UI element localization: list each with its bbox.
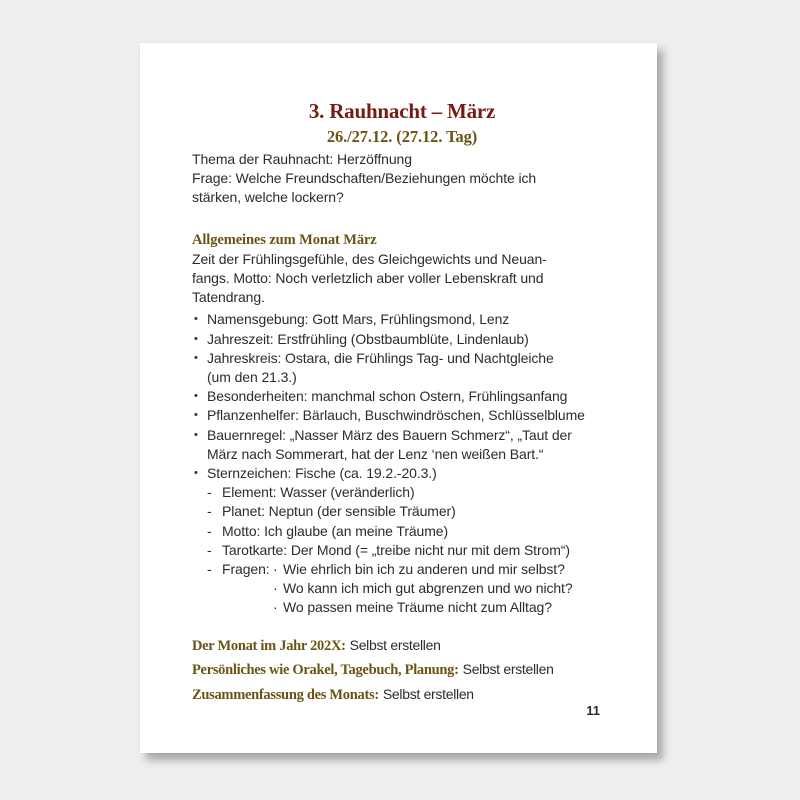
list-item-text: März nach Sommerart, hat der Lenz ‘nen weißen Bart.“ xyxy=(207,445,544,462)
dash-icon: - xyxy=(207,484,212,501)
dot-icon: · xyxy=(273,580,278,597)
intro-paragraph xyxy=(192,150,612,208)
dash-icon: - xyxy=(207,561,212,578)
sub-list-item xyxy=(207,541,612,560)
footer-entry xyxy=(192,660,612,680)
footer-label: Der Monat im Jahr 202X: xyxy=(192,637,346,654)
list-item-text: Jahreskreis: Ostara, die Frühlings Tag- und Nachtgleiche xyxy=(207,349,554,366)
footer-value: Selbst erstellen xyxy=(462,661,554,678)
question-text: Wo kann ich mich gut abgrenzen und wo nicht? xyxy=(283,580,573,597)
sub-list-item xyxy=(207,522,612,541)
dash-icon: - xyxy=(207,503,212,520)
question-list xyxy=(273,560,573,618)
list-item-text: Pflanzenhelfer: Bärlauch, Buschwindröschen, Schlüsselblume xyxy=(207,407,585,424)
bullet-icon: • xyxy=(194,428,198,441)
list-item-text: Jahreszeit: Erstfrühling (Obstbaumblüte, Lindenlaub) xyxy=(207,330,529,347)
footer-entry xyxy=(192,685,612,705)
list-item xyxy=(192,426,612,464)
sub-list-item xyxy=(207,483,612,502)
section-heading: Allgemeines zum Monat März xyxy=(192,231,377,248)
list-item xyxy=(192,387,612,406)
bullet-list xyxy=(192,310,612,617)
list-item xyxy=(192,310,612,329)
page-title: 3. Rauhnacht – März xyxy=(308,99,496,123)
question-line xyxy=(273,560,573,579)
bullet-icon: • xyxy=(194,351,198,364)
bullet-icon: • xyxy=(194,467,198,480)
page-subtitle: 26./27.12. (27.12. Tag) xyxy=(326,127,478,146)
footer-label: Zusammenfassung des Monats: xyxy=(192,687,379,704)
list-item-text: (um den 21.3.) xyxy=(207,369,297,386)
text-line: Tatendrang. xyxy=(192,289,265,306)
fragen-label: Fragen: xyxy=(222,561,270,578)
footer-entry xyxy=(192,636,612,656)
dash-icon: - xyxy=(207,522,212,539)
page-content xyxy=(140,43,657,705)
sub-list-item-fragen xyxy=(207,560,612,618)
list-item-text: Planet: Neptun (der sensible Träumer) xyxy=(222,503,456,520)
list-item-text: Tarotkarte: Der Mond (= „treibe nicht nur mit dem Strom“) xyxy=(222,541,570,558)
footer-value: Selbst erstellen xyxy=(382,686,474,703)
dot-icon: · xyxy=(273,561,278,578)
bullet-icon: • xyxy=(194,390,198,403)
list-item xyxy=(192,464,612,483)
section-paragraph xyxy=(192,250,612,308)
footer-entries xyxy=(192,636,612,706)
question-text: Wie ehrlich bin ich zu anderen und mir selbst? xyxy=(283,561,565,578)
list-item xyxy=(192,406,612,425)
list-item xyxy=(192,330,612,349)
question-line xyxy=(273,579,573,598)
list-item-text: Motto: Ich glaube (an meine Träume) xyxy=(222,522,449,539)
text-line: Frage: Welche Freundschaften/Beziehungen möchte ich xyxy=(192,170,537,187)
sub-list-item xyxy=(207,502,612,521)
list-item-text: Bauernregel: „Nasser März des Bauern Schmerz“, „Taut der xyxy=(207,426,572,443)
list-item-text: Namensgebung: Gott Mars, Frühlingsmond, Lenz xyxy=(207,311,510,328)
text-line: Zeit der Frühlingsgefühle, des Gleichgewichts und Neuan- xyxy=(192,250,547,267)
dash-icon: - xyxy=(207,541,212,558)
list-item-text: Besonderheiten: manchmal schon Ostern, Frühlingsanfang xyxy=(207,388,568,405)
text-line: Thema der Rauhnacht: Herzöffnung xyxy=(192,151,412,167)
footer-label: Persönliches wie Orakel, Tagebuch, Planung: xyxy=(192,662,459,679)
list-item-text: Sternzeichen: Fische (ca. 19.2.-20.3.) xyxy=(207,465,437,482)
bullet-icon: • xyxy=(194,332,198,345)
document-page xyxy=(140,43,657,753)
bullet-icon: • xyxy=(194,409,198,422)
list-item-text: Element: Wasser (veränderlich) xyxy=(222,484,415,501)
list-item xyxy=(192,349,612,387)
question-line xyxy=(273,598,573,617)
question-text: Wo passen meine Träume nicht zum Alltag? xyxy=(283,599,552,616)
page-number: 11 xyxy=(586,703,600,718)
bullet-icon: • xyxy=(194,313,198,326)
text-line: stärken, welche lockern? xyxy=(192,189,344,206)
text-line: fangs. Motto: Noch verletzlich aber voller Lebenskraft und xyxy=(192,270,544,287)
dot-icon: · xyxy=(273,599,278,616)
footer-value: Selbst erstellen xyxy=(349,636,441,653)
